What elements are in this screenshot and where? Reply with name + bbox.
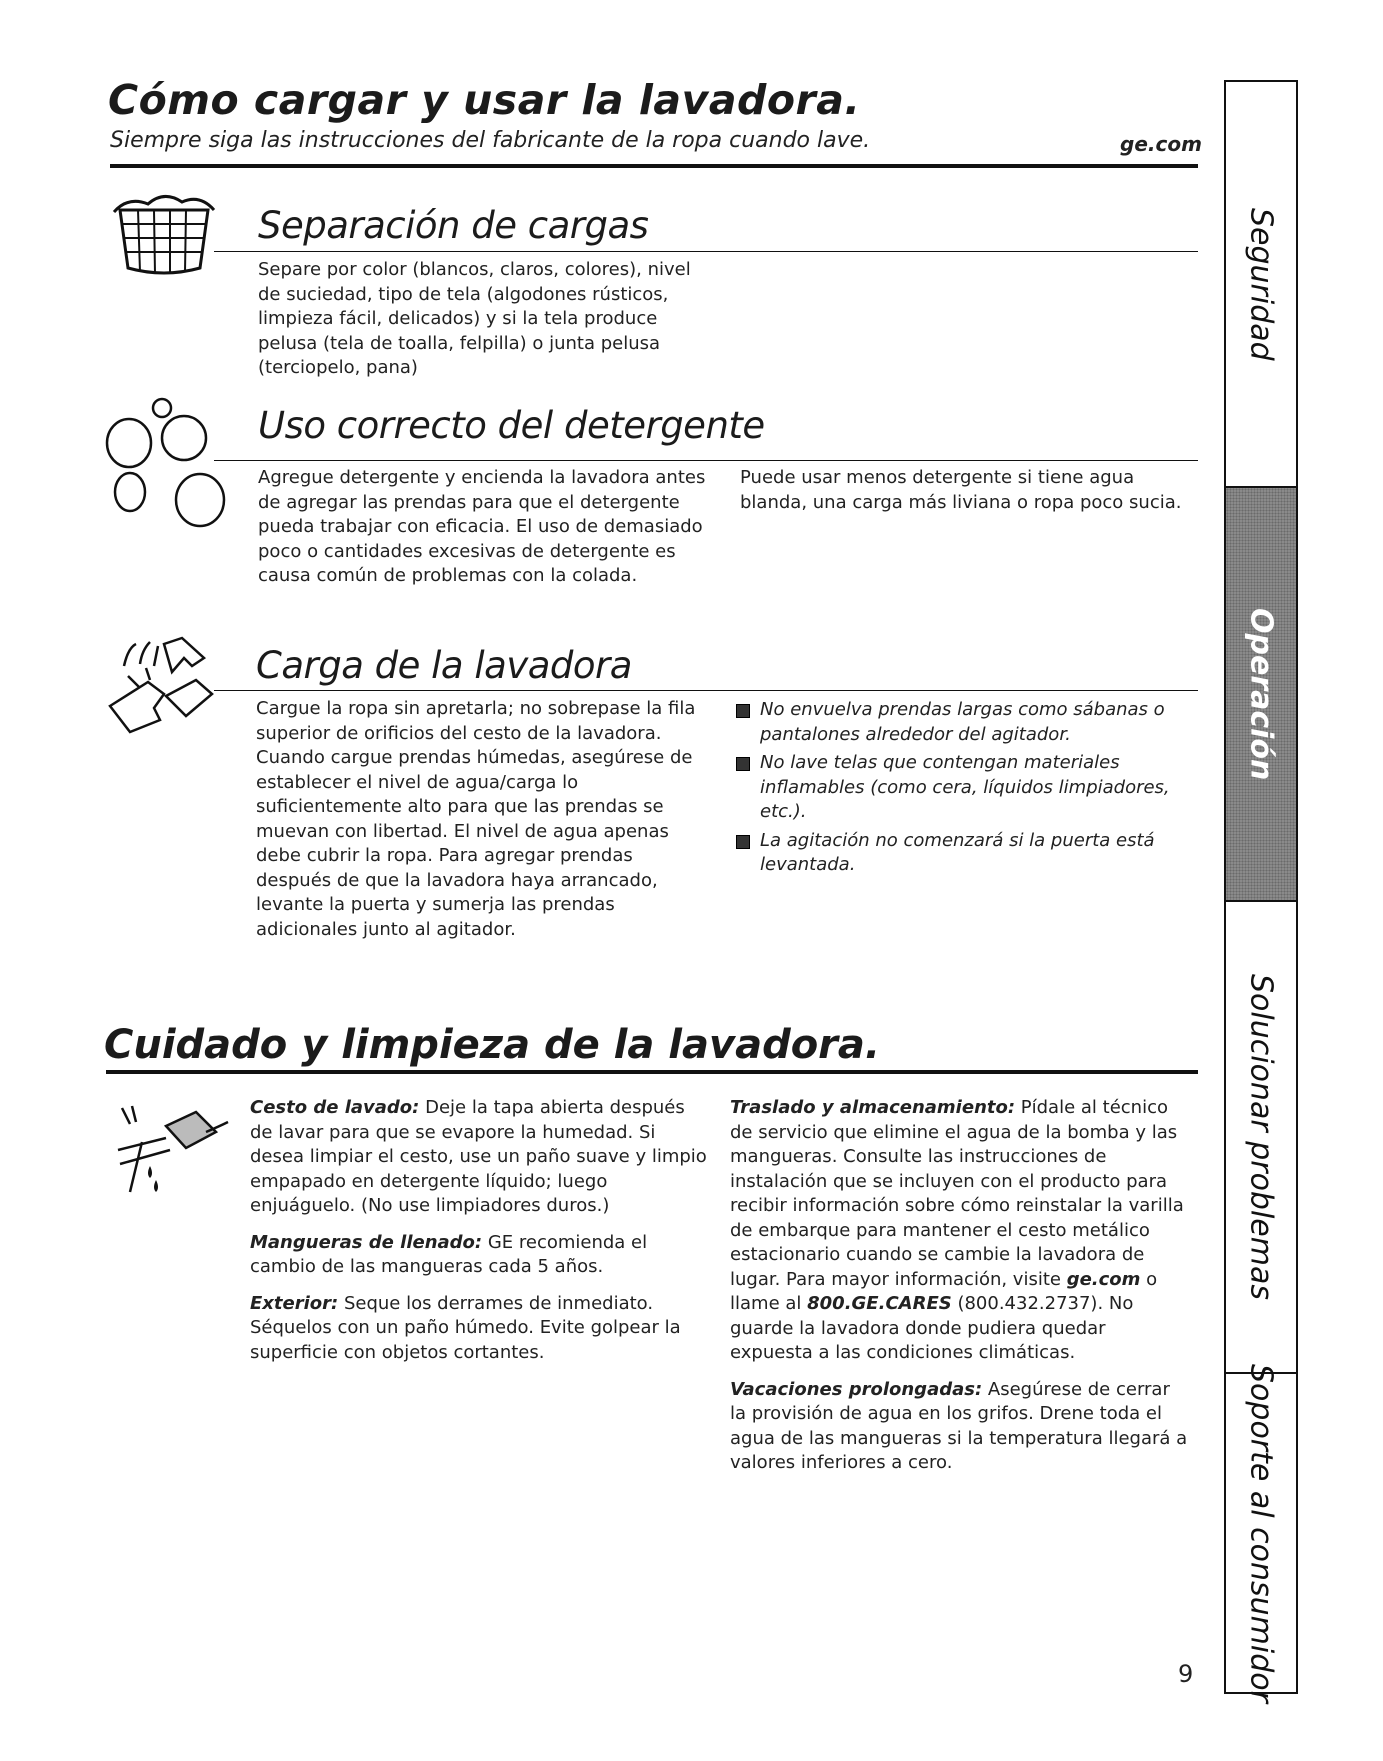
laundry-basket-icon (108, 186, 220, 276)
section-rule-sorting (214, 251, 1198, 252)
care-paragraph (730, 1378, 1190, 1476)
care-text: Seque los derrames de inmediato. Séquelos con un paño húmedo. Evite golpear la superficie con objetos cortantes. (250, 1292, 681, 1363)
square-bullet-icon (736, 704, 750, 718)
bullet-text: No envuelva prendas largas como sábanas o pantalones alrededor del agitador. (760, 699, 1165, 745)
care-label: Vacaciones prolongadas: (730, 1378, 983, 1400)
site-link-inline[interactable]: ge.com (1066, 1268, 1141, 1290)
care-text: GE recomienda el cambio de las mangueras cada 5 años. (250, 1231, 648, 1277)
bullet-item (736, 698, 1196, 747)
care-left-column (250, 1096, 710, 1377)
page-number: 9 (1178, 1660, 1194, 1688)
square-bullet-icon (736, 757, 750, 771)
bullet-text: La agitación no comenzará si la puerta está levantada. (760, 829, 1155, 875)
care-right-column (730, 1096, 1190, 1488)
tab-label: Solucionar problemas (1243, 973, 1279, 1300)
care-paragraph (730, 1096, 1190, 1366)
clothes-icon (100, 636, 230, 736)
care-label: Traslado y almacenamiento: (730, 1097, 1016, 1118)
care-text: Deje la tapa abierta después de lavar para que se evapore la humedad. Si desea limpiar el cesto, use un paño suave y limpio empapado en detergente líquido; luego enjuáguelo. (No use limpiadores duros.) (250, 1097, 707, 1216)
care-label: Exterior: (250, 1292, 339, 1314)
tab-operacion[interactable] (1226, 488, 1296, 900)
square-bullet-icon (736, 835, 750, 849)
loading-bullets (736, 698, 1196, 882)
care-text: o llame al (730, 1268, 1158, 1314)
bubbles-icon (104, 398, 229, 538)
section-rule-detergent (214, 460, 1198, 461)
tab-label: Operación (1243, 607, 1279, 781)
page-subtitle: Siempre siga las instrucciones del fabricante de la ropa cuando lave. (110, 128, 871, 153)
care-text: Asegúrese de cerrar la provisión de agua en los grifos. Drene toda el agua de las mangueras si la temperatura llegará a valores inferiores a cero. (730, 1378, 1188, 1473)
section-title-detergent: Uso correcto del detergente (258, 404, 765, 447)
care-text: Pídale al técnico de servicio que elimine el agua de la bomba y las mangueras. Consulte las instrucciones de instalación que se incluyen con el producto para recibir información sobre cómo reinstalar la varilla de embarque para mantener el cesto metálico estacionario cuando se cambie la lavadora de lugar. Para mayor información, visite (730, 1097, 1184, 1290)
care-label: Cesto de lavado: (250, 1097, 420, 1118)
tab-label: Soporte al consumidor (1243, 1363, 1279, 1703)
bullet-item (736, 829, 1196, 878)
care-paragraph (250, 1231, 710, 1280)
section-title-loading: Carga de la lavadora (256, 644, 632, 687)
section-title-sorting: Separación de cargas (258, 204, 649, 247)
section-rule-loading (214, 690, 1198, 691)
care-paragraph (250, 1292, 710, 1366)
care-rule (106, 1070, 1198, 1074)
tab-label: Seguridad (1243, 207, 1279, 361)
bullet-item (736, 751, 1196, 825)
tab-solucionar-problemas[interactable] (1226, 902, 1296, 1372)
tab-soporte-al-consumidor[interactable] (1226, 1363, 1296, 1703)
sorting-text: Separe por color (blancos, claros, colores), nivel de suciedad, tipo de tela (algodones rústicos, limpieza fácil, delicados) y si la tela produce pelusa (tela de toalla, felpilla) o junta pelusa (terciopelo, pana) (258, 259, 691, 378)
sponge-wipe-icon (116, 1102, 228, 1198)
page-title: Cómo cargar y usar la lavadora. (108, 76, 861, 124)
loading-text: Cargue la ropa sin apretarla; no sobrepase la fila superior de orificios del cesto de la lavadora. Cuando cargue prendas húmedas, asegúrese de establecer el nivel de agua/carga lo suficientemente alto para que las prendas se muevan con libertad. El nivel de agua apenas debe cubrir la ropa. Para agregar prendas después de que la lavadora haya arrancado, levante la puerta y sumerja las prendas adicionales junto al agitador. (256, 698, 696, 940)
detergent-text-right: Puede usar menos detergente si tiene agua blanda, una carga más liviana o ropa poco sucia. (740, 467, 1182, 513)
site-link[interactable]: ge.com (1120, 132, 1202, 156)
care-paragraph (250, 1096, 710, 1219)
care-text: (800.432.2737). No guarde la lavadora donde pudiera quedar expuesta a las condiciones climáticas. (730, 1293, 1134, 1363)
care-label: Mangueras de llenado: (250, 1231, 483, 1253)
side-tabs (1224, 80, 1298, 1703)
phone-link[interactable]: 800.GE.CARES (807, 1293, 952, 1314)
tab-seguridad[interactable] (1226, 82, 1296, 486)
bullet-text: No lave telas que contengan materiales inflamables (como cera, líquidos limpiadores, etc.). (760, 752, 1170, 822)
header-rule (110, 164, 1198, 168)
care-title: Cuidado y limpieza de la lavadora. (104, 1022, 881, 1068)
detergent-text-left: Agregue detergente y encienda la lavadora antes de agregar las prendas para que el detergente pueda trabajar con eficacia. El uso de demasiado poco o cantidades excesivas de detergente es causa común de problemas con la colada. (258, 467, 706, 586)
